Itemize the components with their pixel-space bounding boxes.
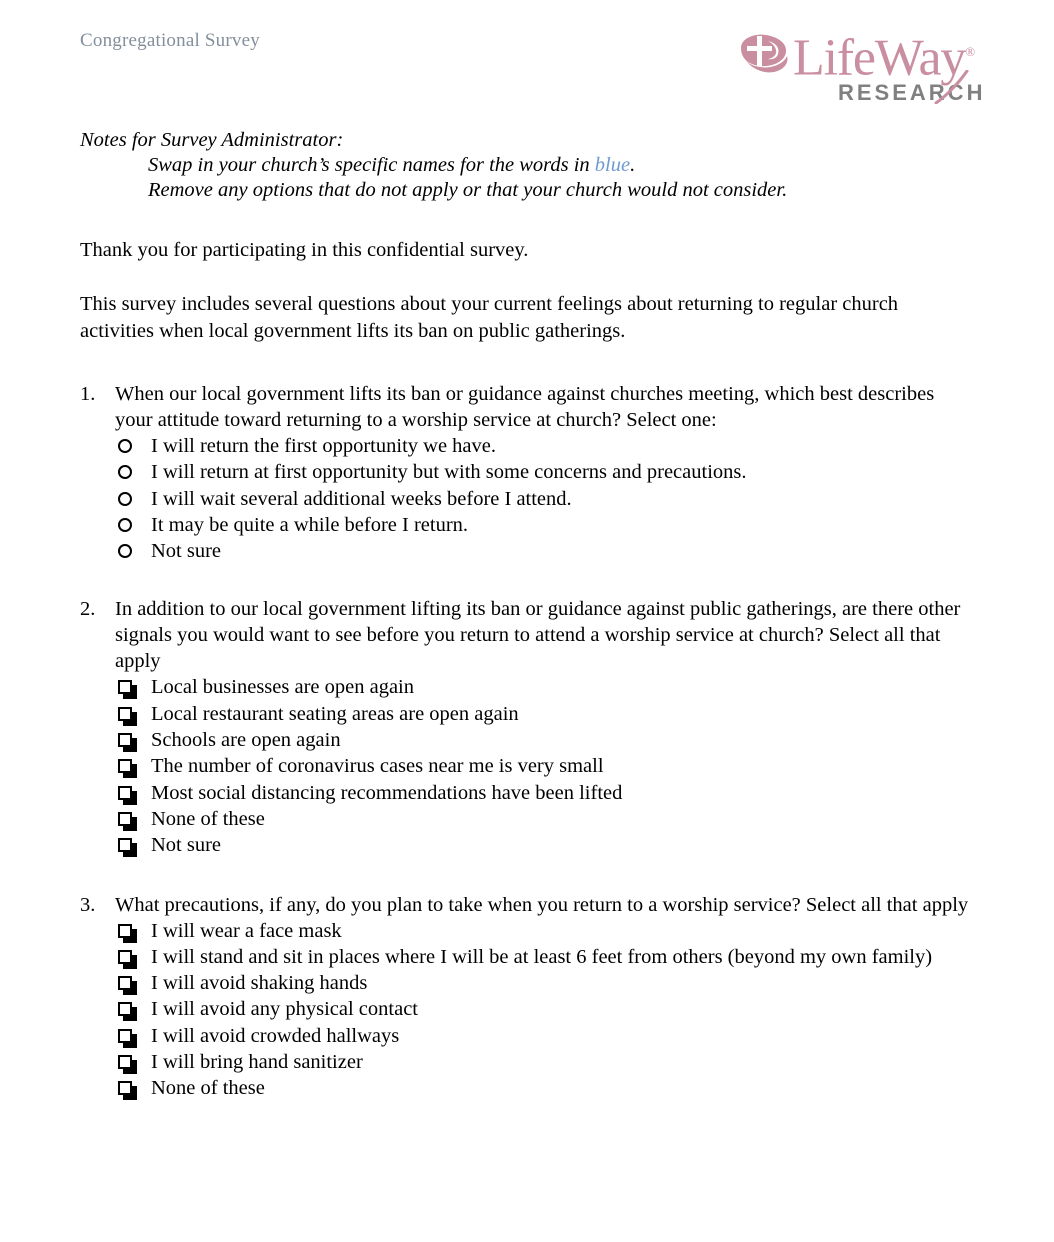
question-1-number: 1. <box>80 383 96 405</box>
option-checkbox[interactable] <box>115 996 976 1022</box>
checkbox-square-icon[interactable] <box>118 1029 132 1043</box>
question-list <box>0 381 1054 1102</box>
checkbox-square-icon[interactable] <box>118 1081 132 1095</box>
option-checkbox[interactable] <box>115 727 976 753</box>
option-checkbox[interactable] <box>115 1049 976 1075</box>
option-checkbox[interactable] <box>115 753 976 779</box>
radio-circle-icon[interactable] <box>118 439 132 453</box>
question-2-options <box>115 674 976 858</box>
option-label: I will avoid shaking hands <box>151 972 368 995</box>
question-3-text: What precautions, if any, do you plan to take when you return to a worship service? Select all that apply <box>115 893 969 916</box>
checkbox-square-icon[interactable] <box>118 759 132 773</box>
option-checkbox[interactable] <box>115 1023 976 1049</box>
checkbox-square-icon[interactable] <box>118 1055 132 1069</box>
option-label: I will bring hand sanitizer <box>151 1051 363 1074</box>
option-label: I will return the first opportunity we have. <box>151 435 496 457</box>
administrator-notes <box>0 128 1054 203</box>
option-checkbox[interactable] <box>115 918 976 944</box>
logo-swoosh-icon <box>934 70 974 104</box>
logo-subtitle: RESEARCH <box>838 80 986 105</box>
option-checkbox[interactable] <box>115 780 976 806</box>
radio-circle-icon[interactable] <box>118 544 132 558</box>
option-label: I will avoid any physical contact <box>151 998 418 1021</box>
option-label: I will avoid crowded hallways <box>151 1024 400 1047</box>
option-label: Not sure <box>151 540 222 563</box>
option-radio[interactable] <box>115 486 976 512</box>
option-checkbox[interactable] <box>115 832 976 858</box>
question-1-text: When our local government lifts its ban or guidance against churches meeting, which best describes your attitude toward returning to a worship service at church? Select one: <box>115 383 935 431</box>
option-label: Not sure <box>151 834 222 857</box>
page-title: Congregational Survey <box>80 30 260 51</box>
option-label: Most social distancing recommendations have been lifted <box>151 781 623 804</box>
option-label: None of these <box>151 807 265 830</box>
registered-trademark-icon: ® <box>965 44 976 59</box>
option-label: It may be quite a while before I return. <box>151 513 469 536</box>
option-label: Local businesses are open again <box>151 676 414 699</box>
intro-paragraph-2: This survey includes several questions about your current feelings about returning to regular church activities when local government lifts its ban on public gatherings. <box>80 293 899 342</box>
option-checkbox[interactable] <box>115 806 976 832</box>
radio-circle-icon[interactable] <box>118 492 132 506</box>
checkbox-square-icon[interactable] <box>118 950 132 964</box>
checkbox-square-icon[interactable] <box>118 1002 132 1016</box>
question-2 <box>0 596 1054 858</box>
radio-circle-icon[interactable] <box>118 465 132 479</box>
checkbox-square-icon[interactable] <box>118 707 132 721</box>
option-label: Local restaurant seating areas are open again <box>151 702 519 725</box>
option-label: I will wait several additional weeks before I attend. <box>151 487 572 510</box>
option-checkbox[interactable] <box>115 944 976 970</box>
option-label: I will stand and sit in places where I will be at least 6 feet from others (beyond my own family) <box>151 945 933 968</box>
option-radio[interactable] <box>115 433 976 459</box>
radio-circle-icon[interactable] <box>118 518 132 532</box>
option-label: I will wear a face mask <box>151 919 342 942</box>
option-checkbox[interactable] <box>115 1075 976 1101</box>
question-1-options <box>115 433 976 564</box>
page-header <box>0 0 1054 112</box>
option-label: The number of coronavirus cases near me is very small <box>151 755 604 778</box>
notes-line-2: Remove any options that do not apply or that your church would not consider. <box>148 179 788 201</box>
checkbox-square-icon[interactable] <box>118 786 132 800</box>
logo-wordmark-text: LifeWay <box>793 29 966 87</box>
question-1 <box>0 381 1054 564</box>
question-2-number: 2. <box>80 598 96 621</box>
option-label: None of these <box>151 1077 265 1100</box>
notes-line-1-after: . <box>630 154 636 176</box>
notes-blue-word: blue <box>594 154 631 176</box>
intro-paragraph-1: Thank you for participating in this confidential survey. <box>80 239 529 261</box>
checkbox-square-icon[interactable] <box>118 838 132 852</box>
checkbox-square-icon[interactable] <box>118 976 132 990</box>
lifeway-research-logo <box>735 24 986 105</box>
option-label: I will return at first opportunity but with some concerns and precautions. <box>151 461 747 484</box>
notes-heading: Notes for Survey Administrator: <box>80 129 344 151</box>
option-checkbox[interactable] <box>115 674 976 700</box>
lifeway-globe-cross-icon <box>735 32 793 76</box>
notes-line-1 <box>80 153 974 178</box>
notes-line-1-before: Swap in your church’s specific names for the words in <box>148 154 595 176</box>
checkbox-square-icon[interactable] <box>118 924 132 938</box>
question-2-text: In addition to our local government lifting its ban or guidance against public gatherings, are there other signals you would want to see before you return to attend a worship service at church? Select all that apply <box>115 598 961 673</box>
document-body <box>0 112 1054 1102</box>
option-checkbox[interactable] <box>115 970 976 996</box>
option-label: Schools are open again <box>151 729 341 752</box>
question-3-options <box>115 918 976 1102</box>
option-checkbox[interactable] <box>115 701 976 727</box>
checkbox-square-icon[interactable] <box>118 812 132 826</box>
checkbox-square-icon[interactable] <box>118 680 132 694</box>
checkbox-square-icon[interactable] <box>118 733 132 747</box>
question-3 <box>0 892 1054 1102</box>
option-radio[interactable] <box>115 512 976 538</box>
option-radio[interactable] <box>115 538 976 564</box>
option-radio[interactable] <box>115 459 976 485</box>
question-3-number: 3. <box>80 893 96 916</box>
